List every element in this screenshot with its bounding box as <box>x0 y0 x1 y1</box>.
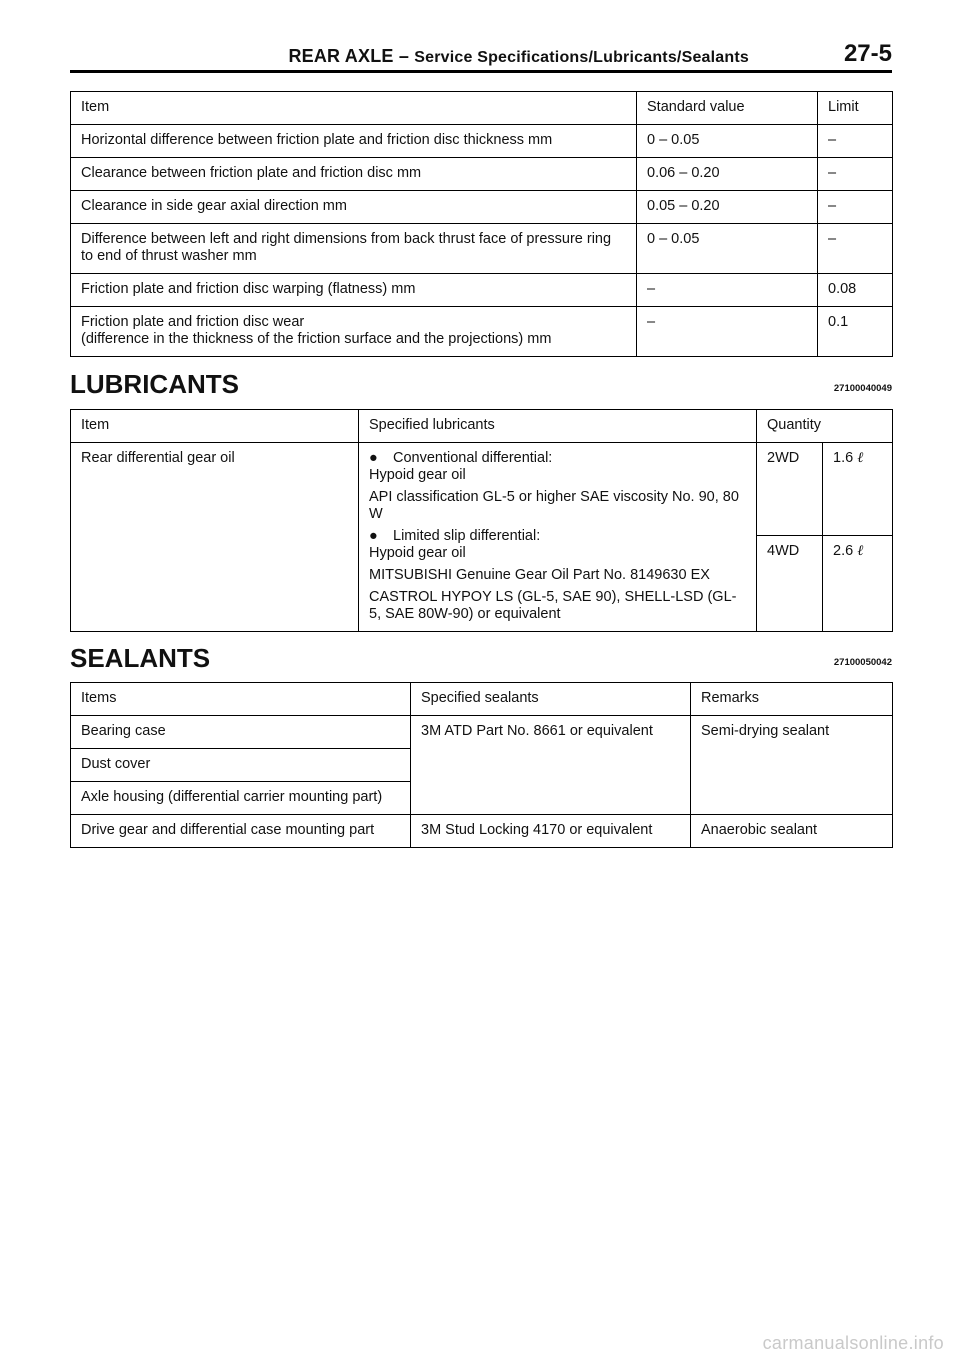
table-row <box>71 274 893 307</box>
watermark: carmanualsonline.info <box>762 1333 944 1353</box>
table-cell: Dust cover <box>71 749 411 782</box>
table-cell: – <box>818 125 893 158</box>
table-header-row <box>71 92 893 125</box>
section-name: REAR AXLE <box>288 46 394 66</box>
table-cell: Anaerobic sealant <box>691 815 893 848</box>
sealants-heading: SEALANTS <box>70 643 211 673</box>
service-spec-table <box>70 91 893 357</box>
table-cell: 0.1 <box>818 307 893 357</box>
table-cell: Clearance in side gear axial direction mm <box>71 191 637 224</box>
limited-slip-label: Limited slip differential: <box>393 528 541 544</box>
page-title <box>288 46 749 67</box>
conventional-oil: Hypoid gear oil <box>369 467 466 483</box>
table-cell: 0.05 – 0.20 <box>637 191 818 224</box>
sealants-table <box>70 682 893 848</box>
table-cell: Clearance between friction plate and friction disc mm <box>71 158 637 191</box>
column-header: Limit <box>818 92 893 125</box>
liter-unit: ℓ <box>857 543 864 559</box>
limited-slip-spec-1: MITSUBISHI Genuine Gear Oil Part No. 8149630 EX <box>369 567 710 583</box>
table-row <box>71 716 893 749</box>
liter-unit: ℓ <box>857 450 864 466</box>
table-header-row <box>71 683 893 716</box>
table-cell: – <box>637 274 818 307</box>
cell-line: Friction plate and friction disc wear <box>81 314 305 330</box>
table-cell: Friction plate and friction disc warping (flatness) mm <box>71 274 637 307</box>
table-cell: – <box>637 307 818 357</box>
sealants-code: 27100050042 <box>833 657 892 668</box>
conventional-label: Conventional differential: <box>393 450 553 466</box>
table-cell: 3M Stud Locking 4170 or equivalent <box>411 815 691 848</box>
table-row <box>71 443 893 536</box>
table-cell: 0.06 – 0.20 <box>637 158 818 191</box>
cell-line: (difference in the thickness of the friction surface and the projections) mm <box>81 331 552 347</box>
table-cell: Axle housing (differential carrier mounting part) <box>71 782 411 815</box>
table-cell: 0 – 0.05 <box>637 224 818 274</box>
limited-slip-oil: Hypoid gear oil <box>369 545 466 561</box>
quantity-value: 1.6 <box>833 450 854 466</box>
lubricants-heading: LUBRICANTS <box>70 369 239 399</box>
page-number: 27-5 <box>843 40 892 67</box>
table-cell: 3M ATD Part No. 8661 or equivalent <box>411 716 691 815</box>
table-row <box>71 815 893 848</box>
column-header: Standard value <box>637 92 818 125</box>
lubricant-spec-cell <box>359 443 757 632</box>
table-cell: 0 – 0.05 <box>637 125 818 158</box>
table-cell: Semi-drying sealant <box>691 716 893 815</box>
column-header: Quantity <box>757 410 893 443</box>
table-cell: – <box>818 224 893 274</box>
bullet-icon: ● <box>369 528 378 544</box>
table-row <box>71 307 893 357</box>
table-row <box>71 224 893 274</box>
table-row <box>71 191 893 224</box>
page-header <box>70 40 892 73</box>
column-header: Remarks <box>691 683 893 716</box>
column-header: Specified sealants <box>411 683 691 716</box>
table-cell: Bearing case <box>71 716 411 749</box>
table-cell: Drive gear and differential case mounting part <box>71 815 411 848</box>
quantity-value: 2.6 <box>833 543 854 559</box>
section-subtitle: Service Specifications/Lubricants/Sealants <box>414 49 749 66</box>
table-row <box>71 125 893 158</box>
quantity-cell <box>823 443 893 536</box>
table-cell: – <box>818 158 893 191</box>
table-cell <box>71 307 637 357</box>
table-header-row <box>71 410 893 443</box>
lubricants-code: 27100040049 <box>833 383 892 394</box>
conventional-spec: API classification GL-5 or higher SAE viscosity No. 90, 80 W <box>369 489 739 522</box>
table-cell: Difference between left and right dimensions from back thrust face of pressure ring to end of thrust washer mm <box>71 224 637 274</box>
conventional-heading <box>369 450 746 467</box>
limited-slip-spec-2: CASTROL HYPOY LS (GL-5, SAE 90), SHELL-LSD (GL-5, SAE 80W-90) or equivalent <box>369 589 737 622</box>
column-header: Specified lubricants <box>359 410 757 443</box>
column-header: Item <box>71 92 637 125</box>
table-cell: Horizontal difference between friction plate and friction disc thickness mm <box>71 125 637 158</box>
column-header: Items <box>71 683 411 716</box>
table-cell: 0.08 <box>818 274 893 307</box>
title-dash: – <box>398 46 410 66</box>
table-row <box>71 158 893 191</box>
table-cell: – <box>818 191 893 224</box>
column-header: Item <box>71 410 359 443</box>
limited-slip-heading <box>369 528 746 545</box>
bullet-icon: ● <box>369 450 378 466</box>
quantity-cell <box>823 536 893 632</box>
table-cell: Rear differential gear oil <box>71 443 359 632</box>
drive-type-cell: 2WD <box>757 443 823 536</box>
drive-type-cell: 4WD <box>757 536 823 632</box>
lubricants-table <box>70 409 893 632</box>
